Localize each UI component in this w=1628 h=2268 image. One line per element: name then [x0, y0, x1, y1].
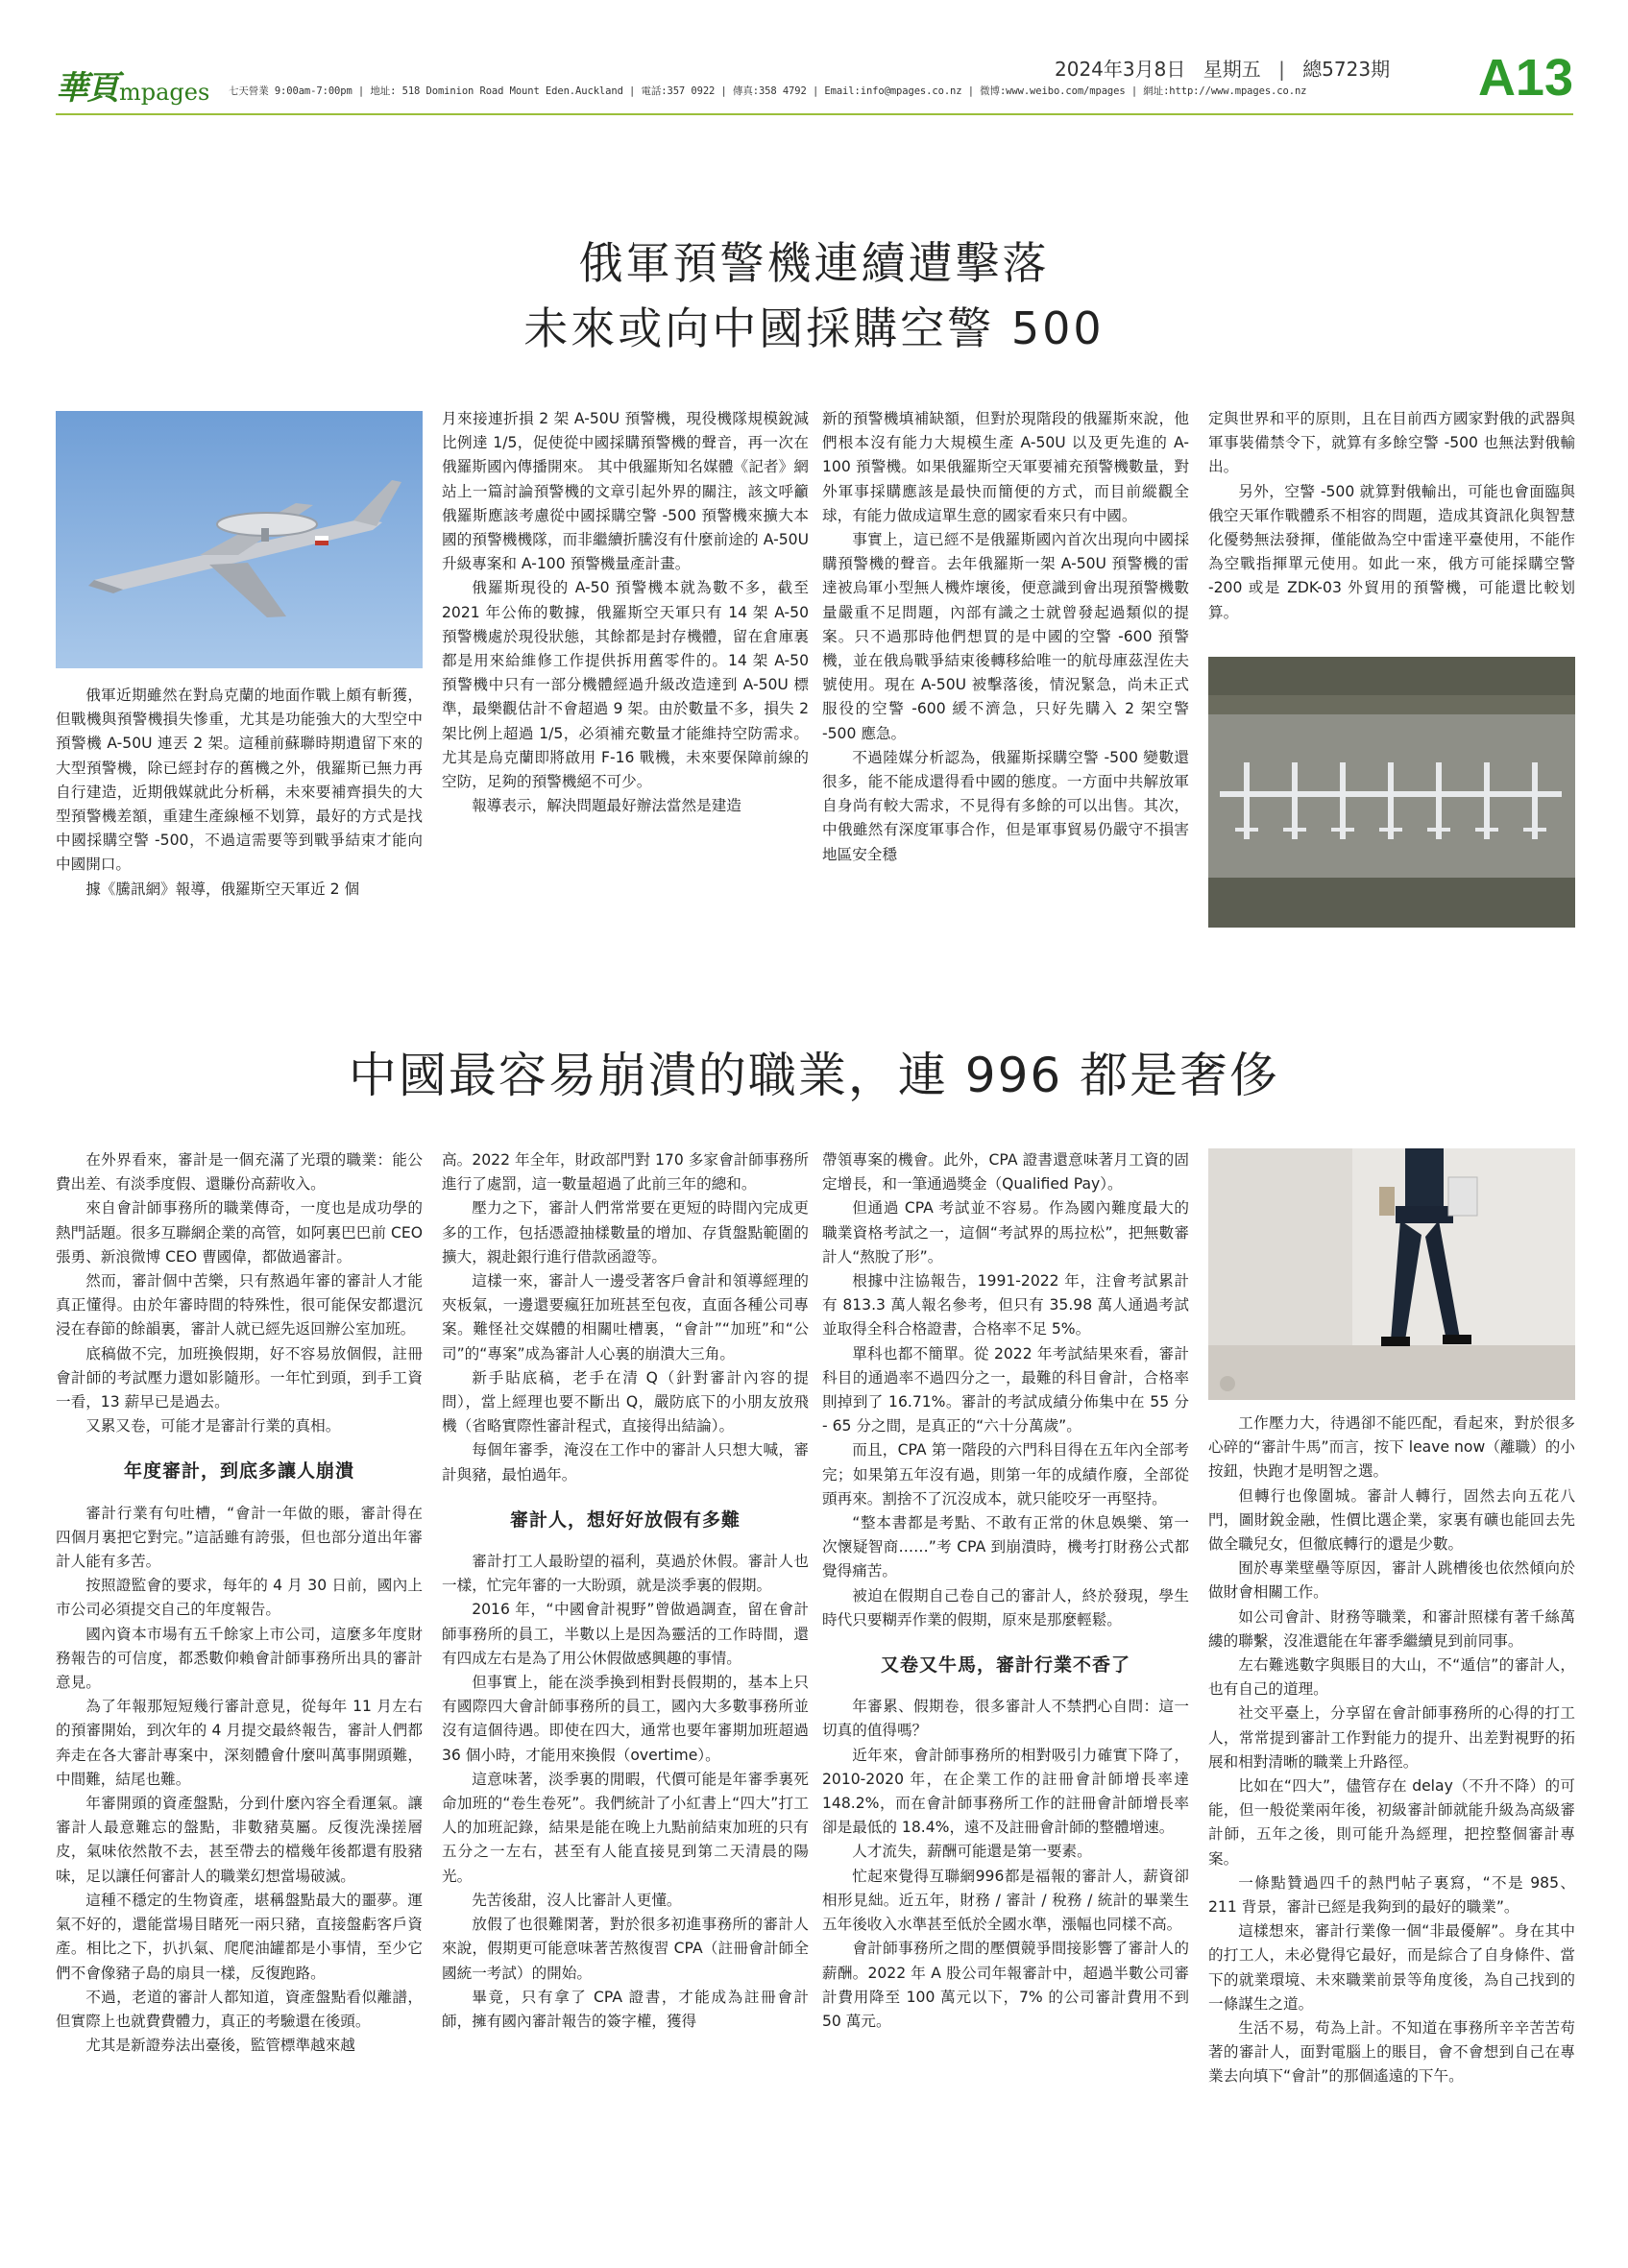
aircraft-photo: [56, 411, 423, 668]
paragraph: 審計行業有句吐槽，“會計一年做的賬，審計得在四個月裏把它對完。”這話雖有誇張，但也部分道出年審計人能有多苦。: [56, 1504, 423, 1571]
logo-english: mpages: [119, 79, 210, 106]
paragraph: 來自會計師事務所的職業傳奇，一度也是成功學的熱門話題。很多互聯網企業的高管，如阿裏巴巴前 CEO 張勇、新浪微博 CEO 曹國偉，都做過審計。: [56, 1199, 423, 1266]
paragraph: 囿於專業壁壘等原因，審計人跳槽後也依然傾向於做財會相關工作。: [1208, 1559, 1575, 1602]
paragraph: 年審開頭的資產盤點，分到什麼內容全看運氣。讓審計人最意難忘的盤點，非數豬莫屬。反復洗澡搓層皮，氣味依然散不去，甚至帶去的檔幾年後都還有股豬味，足以讓任何審計人的職業幻想當場破滅。: [56, 1795, 423, 1885]
paragraph: 審計打工人最盼望的福利，莫過於休假。審計人也一樣，忙完年審的一大盼頭，就是淡季裏的假期。: [442, 1553, 809, 1595]
paragraph: 這意味著，淡季裏的閒暇，代價可能是年審季裏死命加班的“卷生卷死”。我們統計了小紅書上“四大”打工人的加班記錄，結果是能在晚上九點前結束加班的只有五分之一左右，甚至有人能直接見到第二天清晨的陽光。: [442, 1770, 809, 1885]
article2-column-2: [442, 1148, 809, 2034]
paragraph: 每個年審季，淹沒在工作中的審計人只想大喊，審計與豬，最怕過年。: [442, 1441, 809, 1484]
paragraph: 但轉行也像圍城。審計人轉行，固然去向五花八門，圖財銳金融，性價比選企業，家裏有礦也能回去先做全職兒女，但徹底轉行的還是少數。: [1208, 1486, 1575, 1554]
paragraph: 人才流失，薪酬可能還是第一要素。: [852, 1843, 1092, 1861]
article2-title: 中國最容易崩潰的職業，連 996 都是奢侈: [348, 1048, 1280, 1103]
paragraph: 左右難逃數字與賬目的大山，不“遁信”的審計人，也有自己的道理。: [1208, 1656, 1575, 1699]
paragraph: 放假了也很難閑著，對於很多初進事務所的審計人來說，假期更可能意味著苦熬復習 CPA（註冊會計師全國統一考試）的開始。: [442, 1916, 809, 1982]
paragraph: 月來接連折損 2 架 A-50U 預警機，現役機隊規模銳減比例達 1/5，促使從中國採購預警機的聲音，再一次在俄羅斯國內傳播開來。 其中俄羅斯知名媒體《記者》網站上一篇討論預警機的文章引起外界的關注，該文呼籲俄羅斯應該考慮從中國採購空警 -500 預警機來擴大本國的預警機機隊，而非繼續折騰沒有什麼前途的 A-50U 升級專案和 A-100 預警機量產計畫。: [442, 410, 809, 573]
paragraph: 在外界看來，審計是一個充滿了光環的職業：能公費出差、有淡季度假、還賺份高薪收入。: [56, 1151, 423, 1194]
parked-aircraft-photo: [1208, 657, 1575, 928]
paragraph: 一條點贊過四千的熱門帖子裏寫，“不是 985、211 背景，審計已經是我夠到的最好的職業”。: [1208, 1873, 1575, 1917]
paragraph: 國內資本市場有五千餘家上市公司，這麼多年度財務報告的可信度，都悉數仰賴會計師事務所出具的審計意見。: [56, 1625, 423, 1692]
dateline: [1055, 54, 1401, 82]
paragraph: 俄羅斯現役的 A-50 預警機本就為數不多，截至 2021 年公佈的數據，俄羅斯空天軍只有 14 架 A-50 預警機處於現役狀態，其餘都是封存機體，留在倉庫裏都是用來給維修工作提供拆用舊零件的。14 架 A-50 預警機中只有一部分機體經過升級改造達到 A-50U 標準，最樂觀估計不會超過 9 架。由於數量不多，損失 2 架比例上超過 1/5，必須補充數量才能維持空防需求。尤其是烏克蘭即將啟用 F-16 戰機，未來要保障前線的空防，足夠的預警機絕不可少。: [442, 579, 809, 791]
paragraph: 為了年報那短短幾行審計意見，從每年 11 月左右的預審開始，到次年的 4 月提交最終報告，審計人們都奔走在各大審計專案中，深刻體會什麼叫萬事開頭難，中間難，結尾也難。: [56, 1698, 423, 1788]
paragraph: 工作壓力大，待遇卻不能匹配，看起來，對於很多心碎的“審計牛馬”而言，按下 leave now（離職）的小按鈕，快跑才是明智之選。: [1208, 1414, 1575, 1481]
paragraph: 據《騰訊網》報導，俄羅斯空天軍近 2 個: [85, 880, 360, 898]
issue-date: 2024年3月8日: [1055, 58, 1186, 81]
paragraph: 而且，CPA 第一階段的六門科目得在五年內全部考完；如果第五年沒有過，則第一年的成績作廢，全部從頭再來。割捨不了沉沒成本，就只能咬牙一再堅持。: [822, 1441, 1189, 1508]
masthead: [56, 48, 1573, 115]
paragraph: 俄軍近期雖然在對烏克蘭的地面作戰上頗有斬獲，但戰機與預警機損失慘重，尤其是功能強大的大型空中預警機 A-50U 連丟 2 架。這種前蘇聯時期遺留下來的大型預警機，除已經封存的舊機之外，俄羅斯已無力再自行建造，近期俄媒就此分析稱，未來要補齊損失的大型預警機差額，重建生產線極不划算，最好的方式是找中國採購空警 -500，不過這需要等到戰爭結束才能向中國開口。: [56, 687, 423, 874]
paragraph: 忙起來覺得互聯網996都是福報的審計人，薪資卻相形見絀。近五年，財務 / 審計 / 稅務 / 統計的畢業生五年後收入水準甚至低於全國水準，漲幅也同樣不高。: [822, 1867, 1189, 1934]
article1-column-1: [56, 684, 423, 902]
article1-column-2: [442, 407, 809, 818]
article2-column-3: [822, 1148, 1189, 2034]
paragraph: 不過陸媒分析認為，俄羅斯採購空警 -500 變數還很多，能不能成還得看中國的態度。一方面中共解放軍自身尚有較大需求，不見得有多餘的可以出售。其次，中俄雖然有深度軍事合作，但是軍事貿易仍嚴守不損害地區安全穩: [822, 748, 1189, 863]
paragraph: 生活不易，苟為上計。不知道在事務所辛辛苦苦苟著的審計人，面對電腦上的賬目，會不會想到自己在專業去向填下“會計”的那個遙遠的下午。: [1208, 2019, 1575, 2086]
paragraph: 尤其是新證券法出臺後，監管標準越來越: [85, 2037, 355, 2055]
section-heading: 審計人，想好好放假有多難: [509, 1508, 741, 1531]
paragraph: “整本書都是考點、不敢有正常的休息娛樂、第一次懷疑智商……”考 CPA 到崩潰時，機考打財務公式都覺得痛苦。: [822, 1514, 1189, 1580]
paragraph: 新的預警機填補缺額，但對於現階段的俄羅斯來說，他們根本沒有能力大規模生產 A-50U 以及更先進的 A-100 預警機。如果俄羅斯空天軍要補充預警機數量，對外軍事採購應該是最快而簡便的方式，而目前縱觀全球，有能力做成這單生意的國家看來只有中國。: [822, 410, 1189, 524]
paragraph: 會計師事務所之間的壓價競爭間接影響了審計人的薪酬。2022 年 A 股公司年報審計中，超過半數公司審計費用降至 100 萬元以下，7% 的公司審計費用不到 50 萬元。: [822, 1940, 1189, 2030]
paragraph: 壓力之下，審計人們常常要在更短的時間內完成更多的工作，包括憑證抽樣數量的增加、存貨盤點範圍的擴大，親赴銀行進行借款函證等。: [442, 1199, 809, 1266]
paragraph: 高。2022 年全年，財政部門對 170 多家會計師事務所進行了處罰，這一數量超過了此前三年的總和。: [442, 1151, 809, 1194]
paragraph: 報導表示，解決問題最好辦法當然是建造: [472, 797, 741, 815]
paragraph: 另外，空警 -500 就算對俄輸出，可能也會面臨與俄空天軍作戰體系不相容的問題，造成其資訊化與智慧化優勢無法發揮，僅能做為空中雷達平臺使用，不能作為空戰指揮單元使用。如此一來，俄方可能採購空警 -200 或是 ZDK-03 外貿用的預警機，可能還比較划算。: [1208, 482, 1575, 621]
paragraph: 不過，老道的審計人都知道，資產盤點看似離譜，但實際上也就費費體力，真正的考驗還在後頭。: [56, 1988, 423, 2030]
dateline-separator: |: [1278, 58, 1285, 81]
office-worker-photo: [1208, 1148, 1575, 1400]
paragraph: 社交平臺上，分享留在會計師事務所的心得的打工人，常常提到審計工作對能力的提升、出差對視野的拓展和相對清晰的職業上升路徑。: [1208, 1704, 1575, 1771]
paragraph: 新手貼底稿，老手在清 Q（針對審計內容的提問），當上經理也要不斷出 Q，嚴防底下的小朋友放飛機（省略實際性審計程式，直接得出結論）。: [442, 1368, 809, 1436]
section-heading: 年度審計，到底多讓人崩潰: [123, 1460, 354, 1483]
paragraph: 事實上，這已經不是俄羅斯國內首次出現向中國採購預警機的聲音。去年俄羅斯一架 A-50U 預警機的雷達被烏軍小型無人機炸壞後，便意識到會出現預警機數量嚴重不足問題，內部有識之士就曾發起過類似的提案。只不過那時他們想買的是中國的空警 -600 預警機，並在俄烏戰爭結束後轉移給唯一的航母庫茲涅佐夫號使用。現在 A-50U 被擊落後，情況緊急，尚未正式服役的空警 -600 緩不濟急，只好先購入 2 架空警 -500 應急。: [822, 531, 1189, 742]
article1-title-line2: 未來或向中國採購空警 500: [523, 302, 1105, 354]
issue-number: 總5723期: [1302, 58, 1391, 81]
paragraph: 單科也都不簡單。從 2022 年考試結果來看，審計科目的通過率不過四分之一，最難的科目會計，合格率則掉到了 16.71%。審計的考試成績分佈集中在 55 分 - 65 分之間，是真正的“六十分萬歲”。: [822, 1344, 1189, 1436]
logo-chinese: 華頁: [56, 69, 117, 108]
paragraph: 帶領專案的機會。此外，CPA 證書還意味著月工資的固定增長，和一筆通過獎金（Qualified Pay）。: [822, 1151, 1189, 1194]
article2-column-1: [56, 1148, 423, 2058]
paragraph: 定與世界和平的原則，且在目前西方國家對俄的武器與軍事裝備禁令下，就算有多餘空警 -500 也無法對俄輸出。: [1208, 410, 1575, 476]
paragraph: 然而，審計個中苦樂，只有熬過年審的審計人才能真正懂得。由於年審時間的特殊性，很可能保安都還沉浸在春節的餘韻裏，審計人就已經先返回辦公室加班。: [56, 1272, 423, 1339]
paragraph: 2016 年，“中國會計視野”曾做過調查，留在會計師事務所的員工，半數以上是因為靈活的工作時間，還有四成左右是為了用公休假做感興趣的事情。: [442, 1601, 809, 1667]
paragraph: 按照證監會的要求，每年的 4 月 30 日前，國內上市公司必須提交自己的年度報告。: [56, 1577, 423, 1619]
paragraph: 但通過 CPA 考試並不容易。作為國內難度最大的職業資格考試之一，這個“考試界的馬拉松”，把無數審計人“熬脫了形”。: [822, 1199, 1189, 1266]
paragraph: 這樣想來，審計行業像一個“非最優解”。身在其中的打工人，未必覺得它最好，而是綜合了自身條件、當下的就業環境、未來職業前景等角度後，為自己找到的一條謀生之道。: [1208, 1922, 1575, 2013]
paragraph: 比如在“四大”，儘管存在 delay（不升不降）的可能，但一般從業兩年後，初級審計師就能升級為高級審計師，五年之後，則可能升為經理，把控整個審計專案。: [1208, 1777, 1575, 1868]
article1-column-3: [822, 407, 1189, 867]
paragraph: 這種不穩定的生物資產，堪稱盤點最大的噩夢。運氣不好的，還能當場目睹死一兩只豬，直接盤虧客戶資產。相比之下，扒扒氣、爬爬油罐都是小事情，至少它們不會像豬子島的扇貝一樣，反復跑路。: [56, 1891, 423, 1982]
article1-title-line1: 俄軍預警機連續遭擊落: [578, 237, 1050, 289]
paragraph: 又累又卷，可能才是審計行業的真相。: [85, 1417, 341, 1436]
paragraph: 被迫在假期自己卷自己的審計人，終於發現，學生時代只要糊弄作業的假期，原來是那麼輕鬆。: [822, 1586, 1189, 1629]
paragraph: 如公司會計、財務等職業，和審計照樣有著千絲萬縷的聯繫，沒准還能在年審季繼續見到前同事。: [1208, 1607, 1575, 1650]
article1-column-4: [1208, 407, 1575, 625]
paragraph: 近年來，會計師事務所的相對吸引力確實下降了，2010-2020 年，在企業工作的註冊會計師增長率達 148.2%，而在會計師事務所工作的註冊會計師增長率卻是最低的 18.4%，遠不及註冊會計師的整體增速。: [822, 1746, 1189, 1837]
paragraph: 底稿做不完，加班換假期，好不容易放個假，註冊會計師的考試壓力還如影隨形。一年忙到頭，到手工資一看，13 薪早已是過去。: [56, 1344, 423, 1411]
newspaper-logo[interactable]: [56, 61, 209, 109]
paragraph: 根據中注協報告，1991-2022 年，注會考試累計有 813.3 萬人報名參考，但只有 35.98 萬人通過考試並取得全科合格證書，合格率不足 5%。: [822, 1272, 1189, 1339]
section-heading: 又卷又牛馬，審計行業不香了: [880, 1654, 1130, 1677]
paragraph: 畢竟，只有拿了 CPA 證書，才能成為註冊會計師，擁有國內審計報告的簽字權，獲得: [442, 1988, 809, 2030]
paragraph: 這樣一來，審計人一邊受著客戶會計和領導經理的夾板氣，一邊還要瘋狂加班甚至包夜，直面各種公司專案。難怪社交媒體的相關吐槽裏，“會計”“加班”和“公司”的“專案”成為審計人心裏的崩潰大三角。: [442, 1272, 809, 1363]
paragraph: 先苦後甜，沒人比審計人更懂。: [472, 1891, 682, 1909]
paragraph: 但事實上，能在淡季換到相對長假期的，基本上只有國際四大會計師事務所的員工，國內大多數事務所並沒有這個待遇。即使在四大，通常也要年審期加班超過 36 個小時，才能用來換假（overtime）。: [442, 1674, 809, 1764]
contact-info: 七天營業 9:00am-7:00pm | 地址: 518 Dominion Road Mount Eden.Auckland | 電話:357 0922 | 傳真:358 4792 | Email:info@mpages.co.nz | 微博:www.weibo.com/mpages | 網址:http://www.mpages.co.nz: [229, 85, 1307, 97]
issue-weekday: 星期五: [1203, 58, 1261, 81]
article2-column-4: [1208, 1411, 1575, 2089]
page-number: A13: [1477, 49, 1573, 107]
paragraph: 年審累、假期卷，很多審計人不禁捫心自問：這一切真的值得嗎？: [822, 1698, 1189, 1740]
